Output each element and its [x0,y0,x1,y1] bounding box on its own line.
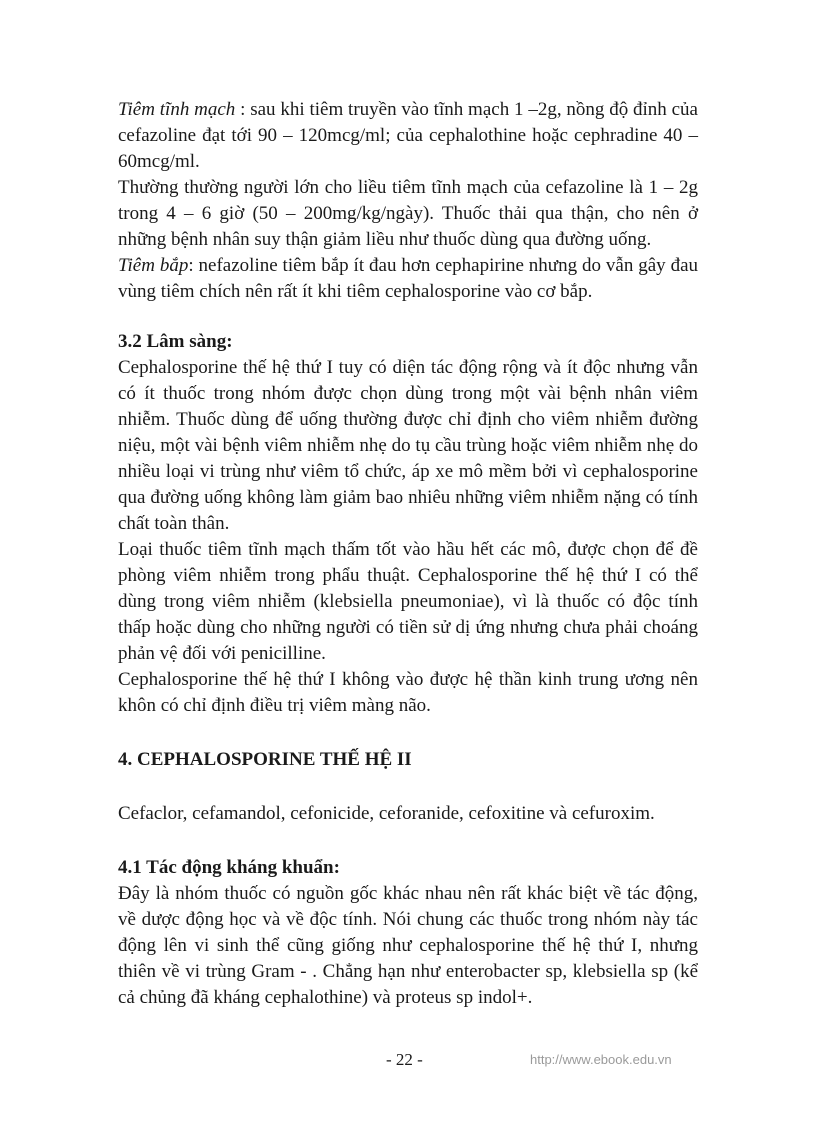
clinical-paragraph-3: Cephalosporine thế hệ thứ I không vào được hệ thần kinh trung ương nên khôn có chỉ định điều trị viêm màng não. [118,669,698,716]
spacer [118,719,698,747]
drug-list-paragraph: Cefaclor, cefamandol, cefonicide, ceforanide, cefoxitine và cefuroxim. [118,803,655,824]
clinical-paragraph-2: Loại thuốc tiêm tĩnh mạch thấm tốt vào hầu hết các mô, được chọn để đề phòng viêm nhiễm trong phẩu thuật. Cephalosporine thế hệ thứ I có thể dùng trong viêm nhiễm (klebsiella pneumoniae), vì là thuốc có độc tính thấp hoặc dùng cho những người có tiền sử dị ứng nhưng chưa phải choáng phản vệ đối với penicilline. [118,539,698,664]
im-paragraph [118,253,698,305]
page-number: - 22 - [386,1050,423,1069]
iv-text: : sau khi tiêm truyền vào tĩnh mạch 1 –2g, nồng độ đỉnh của cefazoline đạt tới 90 – 120mcg/ml; của cephalothine hoặc cephradine 40 – 60mcg/ml. [118,99,698,172]
iv-paragraph [118,97,698,175]
dosage-paragraph: Thường thường người lớn cho liều tiêm tĩnh mạch của cefazoline là 1 – 2g trong 4 – 6 giờ (50 – 200mg/kg/ngày). Thuốc thải qua thận, cho nên ở những bệnh nhân suy thận giảm liều như thuốc dùng qua đường uống. [118,177,698,250]
clinical-paragraph-1: Cephalosporine thế hệ thứ I tuy có diện tác động rộng và ít độc nhưng vẫn có ít thuốc trong nhóm được chọn dùng trong một vài bệnh nhân viêm nhiễm. Thuốc dùng để uống thường được chỉ định cho viêm nhiễm đường niệu, một vài bệnh viêm nhiễm nhẹ do tụ cầu trùng hoặc viêm nhiễm nhẹ do nhiều loại vi trùng như viêm tổ chức, áp xe mô mềm bởi vì cephalosporine qua đường uống không làm giảm bao nhiêu những viêm nhiễm nặng có tính chất toàn thân. [118,357,698,534]
antibacterial-paragraph: Đây là nhóm thuốc có nguồn gốc khác nhau nên rất khác biệt về tác động, về dược động học và về độc tính. Nói chung các thuốc trong nhóm này tác động lên vi sinh thể cũng giống như cephalosporine thế hệ thứ I, nhưng thiên về vi trùng Gram - . Chẳng hạn như enterobacter sp, klebsiella sp (kể cả chủng đã kháng cephalothine) và proteus sp indol+. [118,883,698,1008]
page-content [118,97,698,1011]
iv-lead: Tiêm tĩnh mạch [118,99,236,120]
section-4-1-heading: 4.1 Tác động kháng khuẩn: [118,857,340,878]
section-3-2-heading: 3.2 Lâm sàng: [118,331,233,352]
section-4-heading: 4. CEPHALOSPORINE THẾ HỆ II [118,749,412,770]
footer-url: http://www.ebook.edu.vn [530,1052,672,1067]
spacer [118,827,698,855]
spacer [118,773,698,801]
im-text: : nefazoline tiêm bắp ít đau hơn cephapirine nhưng do vẫn gây đau vùng tiêm chích nên rất ít khi tiêm cephalosporine vào cơ bắp. [118,255,698,302]
im-lead: Tiêm bắp [118,255,189,276]
spacer [118,305,698,329]
